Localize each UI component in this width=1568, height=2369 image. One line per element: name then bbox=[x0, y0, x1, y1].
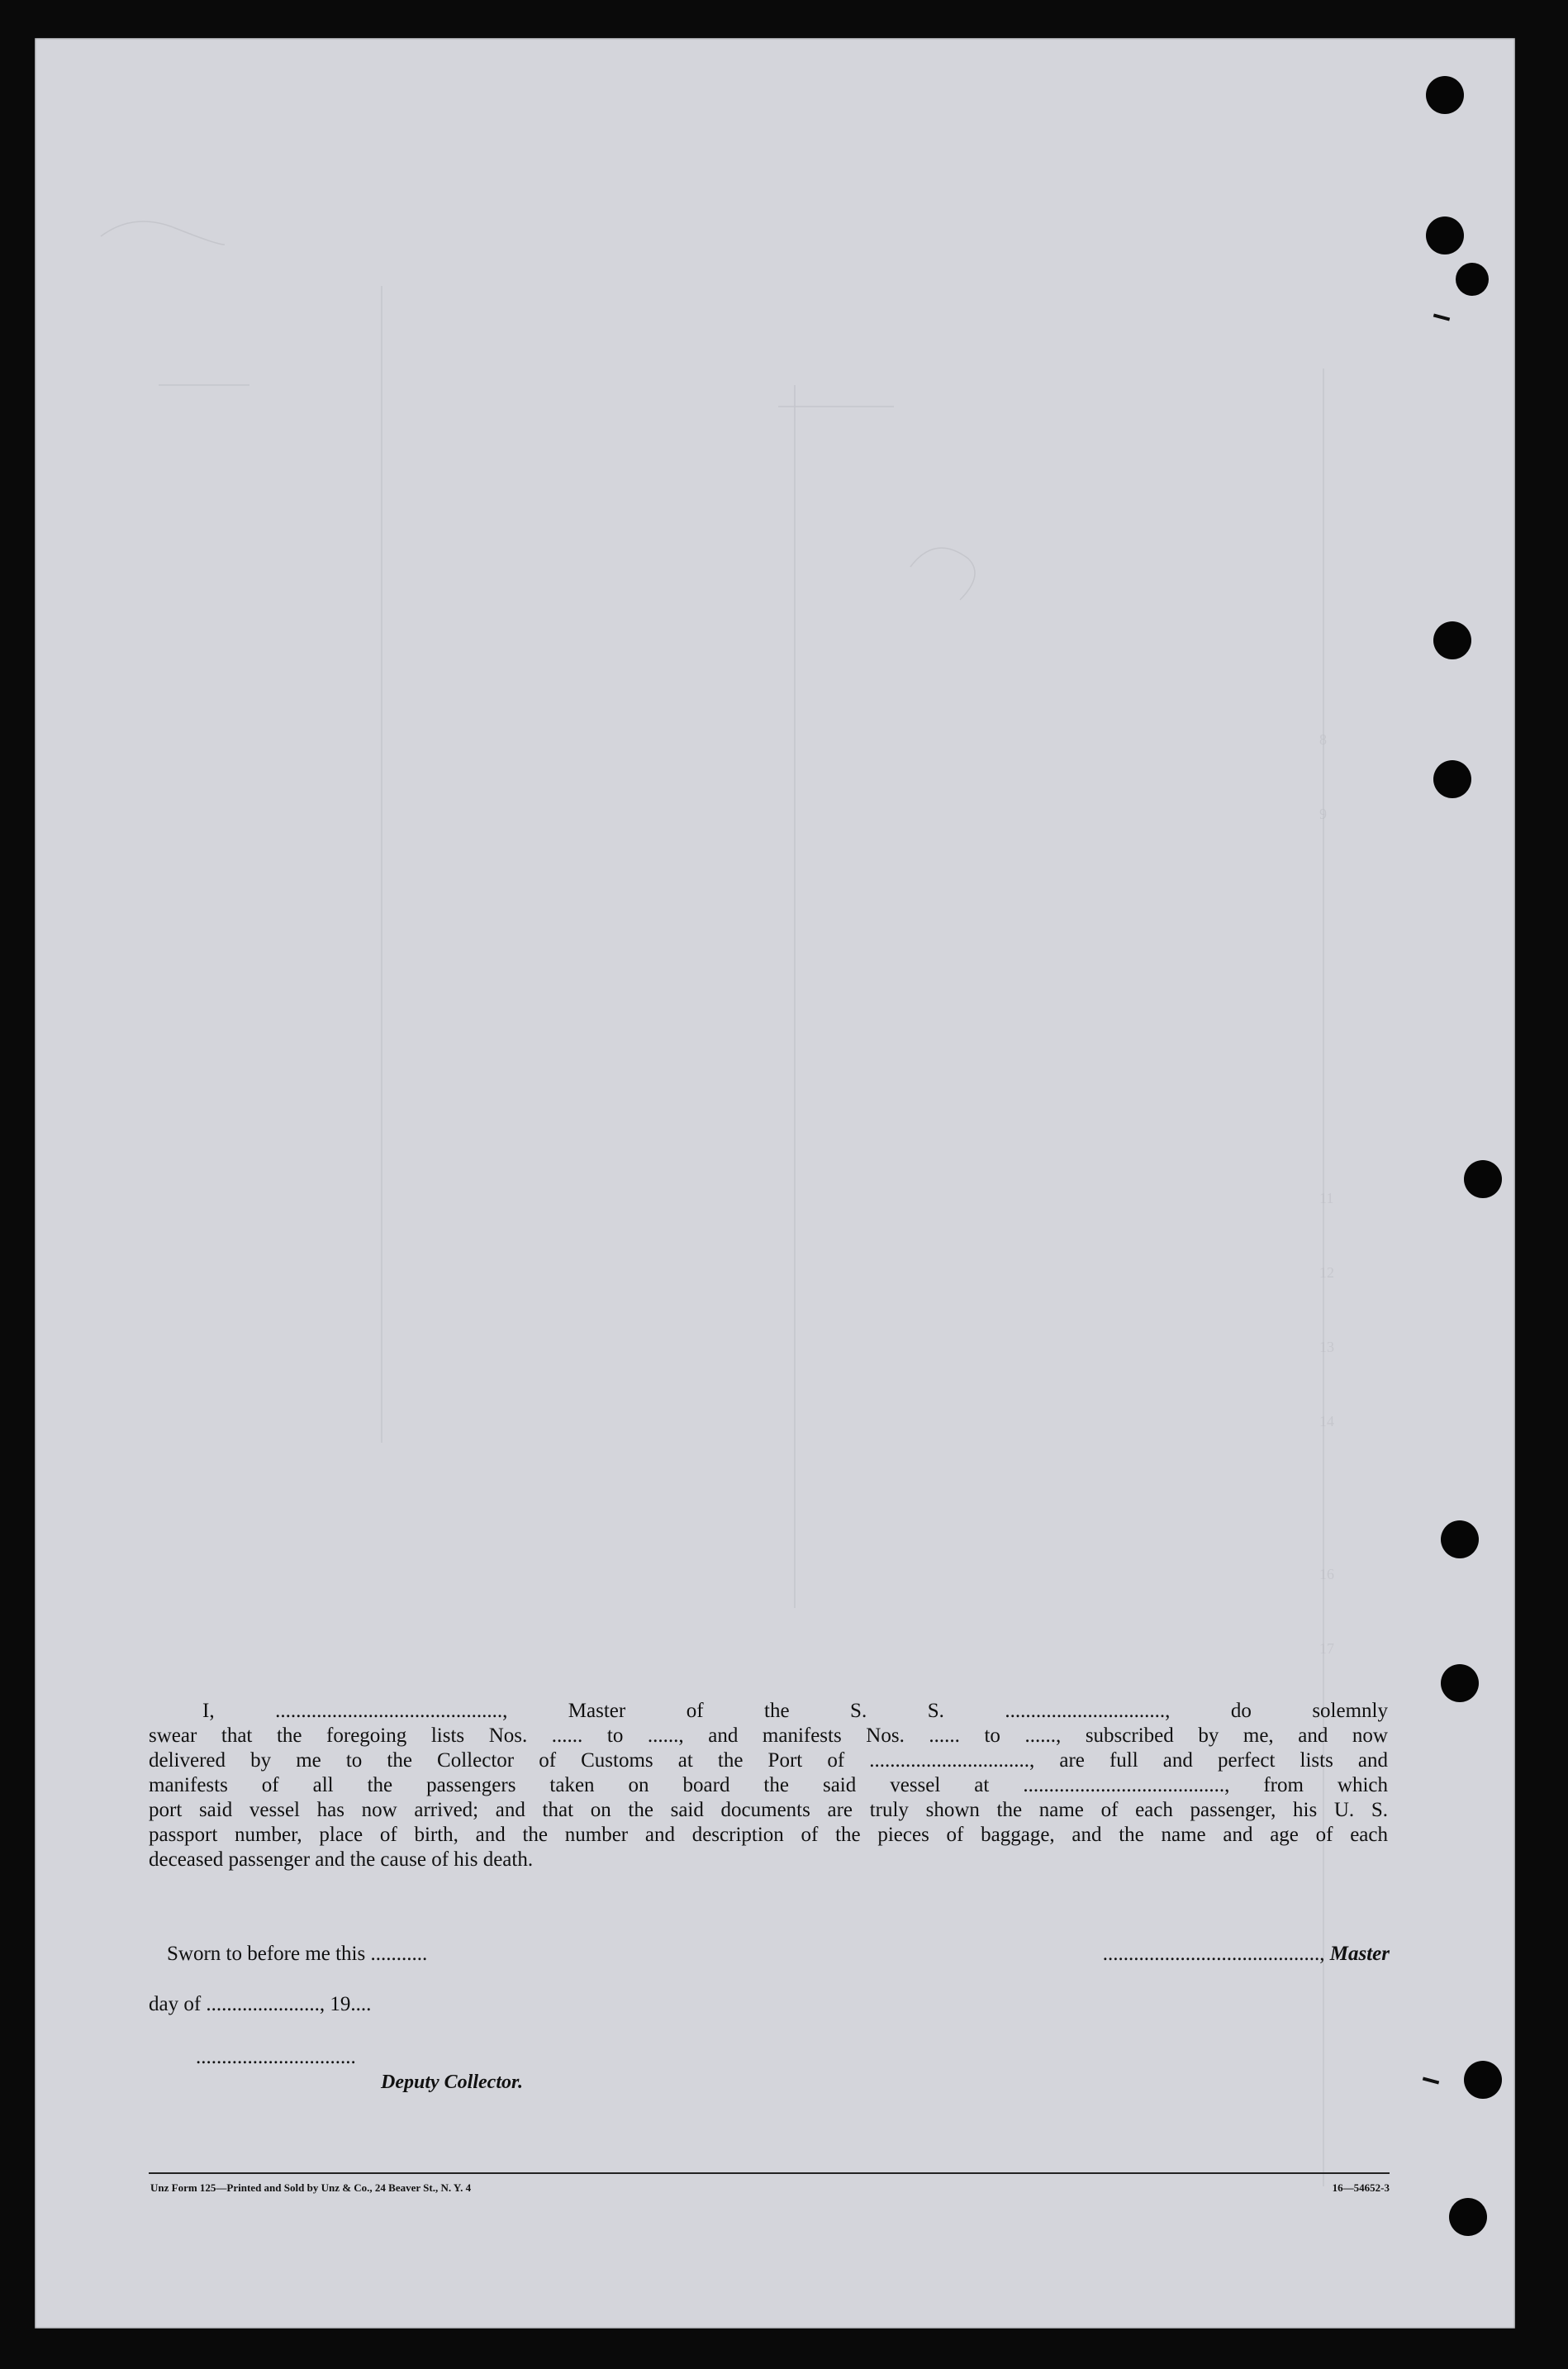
svg-text:9: 9 bbox=[1319, 806, 1327, 822]
punch-hole bbox=[1441, 1664, 1479, 1702]
masters-oath bbox=[149, 1699, 1388, 1872]
punch-hole bbox=[1433, 760, 1471, 798]
oath-line-1: I, ............................................, Master of the S. S. ..............................., do solemnly bbox=[202, 1700, 1388, 1722]
oath-line-5: port said vessel has now arrived; and that on the said documents are truly shown the name of each passenger, his U. S. bbox=[149, 1799, 1388, 1821]
punch-hole bbox=[1426, 216, 1464, 255]
footer-divider bbox=[149, 2172, 1390, 2174]
oath-line-4: manifests of all the passengers taken on board the said vessel at ......................................., from which bbox=[149, 1774, 1388, 1796]
punch-hole bbox=[1464, 2061, 1502, 2099]
punch-hole bbox=[1426, 76, 1464, 114]
deputy-collector-label: Deputy Collector. bbox=[381, 2072, 523, 2093]
document-page bbox=[35, 38, 1515, 2329]
printer-imprint: Unz Form 125—Printed and Sold by Unz & Co., 24 Beaver St., N. Y. 4 bbox=[150, 2181, 472, 2194]
master-signature-dots: .........................................., bbox=[1102, 1943, 1325, 1965]
oath-line-2: swear that the foregoing lists Nos. ...... to ......, and manifests Nos. ...... to ......, subscribed by me, and now bbox=[149, 1724, 1388, 1747]
punch-hole bbox=[1433, 621, 1471, 659]
oath-line-3: delivered by me to the Collector of Customs at the Port of ..............................., are full and perfect lists and bbox=[149, 1749, 1388, 1772]
deputy-signature-dots: ............................... bbox=[196, 2046, 356, 2068]
punch-hole bbox=[1464, 1160, 1502, 1198]
master-signature-line bbox=[820, 1943, 1390, 1966]
svg-text:14: 14 bbox=[1319, 1413, 1334, 1429]
master-label: Master bbox=[1329, 1943, 1390, 1965]
punch-hole bbox=[1456, 263, 1489, 296]
punch-hole bbox=[1449, 2198, 1487, 2236]
form-number: 16—54652-3 bbox=[1332, 2181, 1390, 2194]
oath-line-7: deceased passenger and the cause of his death. bbox=[149, 1848, 534, 1871]
day-of-line: day of ......................, 19.... bbox=[149, 1993, 372, 2015]
oath-line-6: passport number, place of birth, and the number and description of the pieces of baggage, and the name and age of each bbox=[149, 1824, 1388, 1846]
punch-hole bbox=[1441, 1520, 1479, 1558]
svg-text:13: 13 bbox=[1319, 1339, 1334, 1355]
svg-text:8: 8 bbox=[1319, 731, 1327, 748]
svg-text:11: 11 bbox=[1319, 1190, 1334, 1206]
svg-text:16: 16 bbox=[1319, 1566, 1334, 1582]
sworn-before-line: Sworn to before me this ........... bbox=[167, 1943, 428, 1965]
bleed-through-background bbox=[35, 38, 1515, 2329]
svg-text:12: 12 bbox=[1319, 1264, 1334, 1281]
svg-text:17: 17 bbox=[1319, 1640, 1334, 1657]
